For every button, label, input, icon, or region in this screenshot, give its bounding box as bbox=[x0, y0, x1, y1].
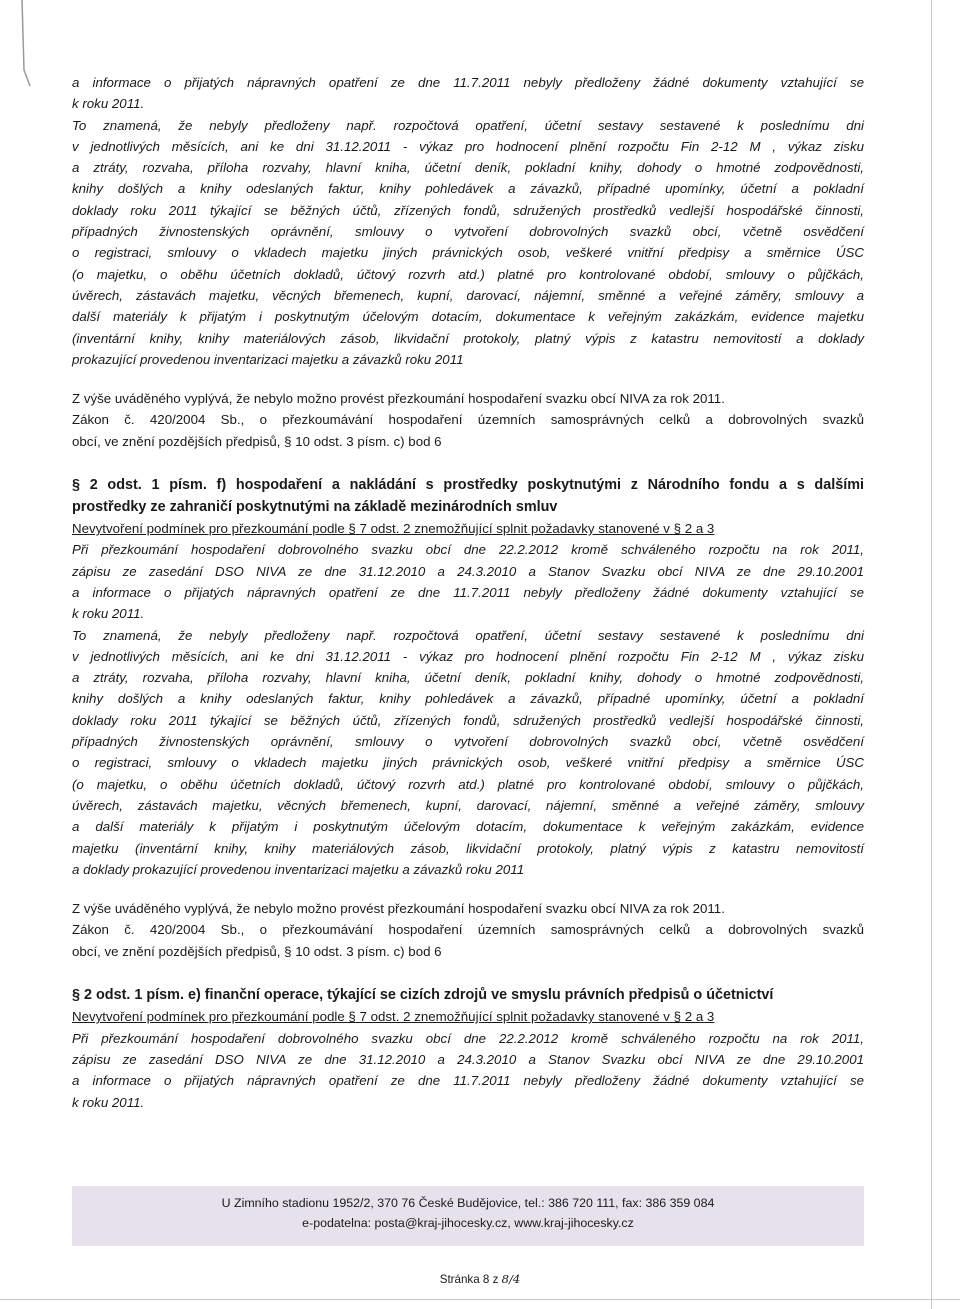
text-line: To znamená, že nebyly předloženy např. rozpočtová opatření, účetní sestavy sestavené k poslednímu dni bbox=[72, 627, 864, 643]
text-line: a další materiály k přijatým i poskytnutým účelovým dotacím, dokumentace k veřejným zakázkám, evidence bbox=[72, 819, 864, 835]
text-line: prokazující provedenou inventarizaci majetku a závazků roku 2011 bbox=[72, 351, 464, 367]
spacer bbox=[72, 452, 864, 475]
section-number: § 2 odst. 1 písm. f) bbox=[72, 477, 227, 494]
text-line: k roku 2011. bbox=[72, 1094, 145, 1110]
paragraph-2 bbox=[72, 539, 864, 880]
section-heading bbox=[72, 475, 864, 497]
conclusion-line: obcí, ve znění pozdějších předpisů, § 10 odst. 3 písm. c) bod 6 bbox=[72, 433, 442, 449]
conclusion-line: Z výše uváděného vyplývá, že nebylo možno provést přezkoumání hospodaření svazku obcí NIVA za rok 2011. bbox=[72, 901, 725, 917]
conclusion-line: Zákon č. 420/2004 Sb., o přezkoumávání hospodaření územních samosprávných celků a dobrovolných svazků bbox=[72, 412, 864, 428]
text-line: o registraci, smlouvy o vkladech majetku jiných právnických osob, veškeré vnitřní předpisy a směrnice ÚSC bbox=[72, 755, 864, 771]
text-line: v jednotlivých měsících, ani ke dni 31.12.2011 - výkaz pro hodnocení plnění rozpočtu Fin 2-12 M , výkaz zisku bbox=[72, 648, 864, 664]
page-total-handwritten: 8/4 bbox=[501, 1272, 521, 1286]
finding-status: Nevytvoření podmínek pro přezkoumání podle § 7 odst. 2 znemožňující splnit požadavky stanovené v § 2 a 3 bbox=[72, 521, 715, 537]
section-title: hospodaření a nakládání s prostředky poskytnutými z Národního fondu a s dalšími bbox=[226, 477, 864, 494]
text-line: a informace o přijatých nápravných opatření ze dne 11.7.2011 nebyly předloženy žádné dokumenty vztahující se bbox=[72, 584, 864, 600]
text-line: (o majetku, o oběhu účetních dokladů, účtový rozvrh atd.) platné pro kontrolované období, smlouvy o půjčkách, bbox=[72, 266, 864, 282]
section-heading bbox=[72, 985, 864, 1007]
conclusion-line: Zákon č. 420/2004 Sb., o přezkoumávání hospodaření územních samosprávných celků a dobrovolných svazků bbox=[72, 922, 864, 938]
text-line: Při přezkoumání hospodaření dobrovolného svazku obcí dne 22.2.2012 kromě schváleného rozpočtu na rok 2011, bbox=[72, 542, 864, 558]
text-line: úvěrech, zástavách majetku, věcných břemenech, kupní, darovací, nájemní, směnné a veřejné záměry, smlouvy bbox=[72, 797, 864, 813]
text-line: zápisu ze zasedání DSO NIVA ze dne 31.12.2010 a 24.3.2010 a Stanov Svazku obcí NIVA ze dne 29.10.2001 bbox=[72, 1052, 864, 1068]
text-line: k roku 2011. bbox=[72, 96, 145, 112]
text-line: další materiály k přijatým i poskytnutým účelovým dotacím, dokumentace k veřejným zakázkám, evidence majetku bbox=[72, 309, 864, 325]
page-label: Stránka 8 z bbox=[439, 1273, 502, 1286]
text-line: a ztráty, rozvaha, příloha rozvahy, hlavní kniha, účetní deník, pokladní knihy, dohody o hmotné zodpovědnosti, bbox=[72, 160, 864, 176]
spacer bbox=[72, 962, 864, 985]
text-line: doklady roku 2011 týkající se běžných účtů, zřízených fondů, sdružených prostředků vedlejší hospodářské činnosti, bbox=[72, 712, 864, 728]
text-line: v jednotlivých měsících, ani ke dni 31.12.2011 - výkaz pro hodnocení plnění rozpočtu Fin 2-12 M , výkaz zisku bbox=[72, 138, 864, 154]
conclusion-line: Z výše uváděného vyplývá, že nebylo možno provést přezkoumání hospodaření svazku obcí NIVA za rok 2011. bbox=[72, 391, 725, 407]
scan-edge-bottom bbox=[0, 1299, 960, 1300]
text-line: a ztráty, rozvaha, příloha rozvahy, hlavní kniha, účetní deník, pokladní knihy, dohody o hmotné zodpovědnosti, bbox=[72, 670, 864, 686]
text-line: knihy došlých a knihy odeslaných faktur, knihy pohledávek a závazků, případné upomínky, účetní a pokladní bbox=[72, 691, 864, 707]
section-number: § 2 odst. 1 písm. e) bbox=[72, 986, 201, 1003]
paragraph-1 bbox=[72, 72, 864, 370]
text-line: a informace o přijatých nápravných opatření ze dne 11.7.2011 nebyly předloženy žádné dokumenty vztahující se bbox=[72, 75, 864, 90]
footer-address: U Zimního stadionu 1952/2, 370 76 České Budějovice, tel.: 386 720 111, fax: 386 359 084 bbox=[221, 1196, 715, 1210]
section-f bbox=[72, 475, 864, 539]
text-line: majetku (inventární knihy, knihy materiálových zásob, likvidační protokoly, platný výpis z katastru nemovitostí bbox=[72, 840, 864, 856]
text-line: (o majetku, o oběhu účetních dokladů, účtový rozvrh atd.) platné pro kontrolované období, smlouvy o půjčkách, bbox=[72, 776, 864, 792]
text-line: úvěrech, zástavách majetku, věcných břemenech, kupní, darovací, nájemní, směnné a veřejné záměry, smlouvy a bbox=[72, 287, 864, 303]
text-line: Při přezkoumání hospodaření dobrovolného svazku obcí dne 22.2.2012 kromě schváleného rozpočtu na rok 2011, bbox=[72, 1030, 864, 1046]
conclusion-1 bbox=[72, 388, 864, 452]
section-title: finanční operace, týkající se cizích zdrojů ve smyslu právních předpisů o účetnictví bbox=[200, 986, 774, 1003]
section-e bbox=[72, 985, 864, 1028]
text-line: zápisu ze zasedání DSO NIVA ze dne 31.12.2010 a 24.3.2010 a Stanov Svazku obcí NIVA ze dne 29.10.2001 bbox=[72, 563, 864, 579]
spacer bbox=[72, 370, 864, 388]
spacer bbox=[72, 880, 864, 898]
document-body bbox=[72, 72, 864, 1113]
conclusion-line: obcí, ve znění pozdějších předpisů, § 10 odst. 3 písm. c) bod 6 bbox=[72, 943, 442, 959]
text-line: knihy došlých a knihy odeslaných faktur, knihy pohledávek a závazků, případné upomínky, účetní a pokladní bbox=[72, 181, 864, 197]
text-line: případných živnostenských oprávnění, smlouvy o vytvoření dobrovolných svazků obcí, včetně osvědčení bbox=[72, 734, 864, 750]
paragraph-3 bbox=[72, 1028, 864, 1113]
conclusion-2 bbox=[72, 898, 864, 962]
text-line: (inventární knihy, knihy materiálových zásob, likvidační protokoly, platný výpis z katastru nemovitostí a doklady bbox=[72, 330, 864, 346]
text-line: doklady roku 2011 týkající se běžných účtů, zřízených fondů, sdružených prostředků vedlejší hospodářské činnosti, bbox=[72, 202, 864, 218]
section-heading-cont: prostředky ze zahraničí poskytnutými na základě mezinárodních smluv bbox=[72, 498, 558, 515]
text-line: případných živnostenských oprávnění, smlouvy o vytvoření dobrovolných svazků obcí, včetně osvědčení bbox=[72, 224, 864, 240]
scan-edge-right bbox=[931, 0, 932, 1309]
finding-status: Nevytvoření podmínek pro přezkoumání podle § 7 odst. 2 znemožňující splnit požadavky stanovené v § 2 a 3 bbox=[72, 1009, 715, 1025]
text-line: a doklady prokazující provedenou inventarizaci majetku a závazků roku 2011 bbox=[72, 861, 525, 877]
text-line: k roku 2011. bbox=[72, 606, 145, 622]
text-line: o registraci, smlouvy o vkladech majetku jiných právnických osob, veškeré vnitřní předpisy a směrnice ÚSC bbox=[72, 245, 864, 261]
text-line: a informace o přijatých nápravných opatření ze dne 11.7.2011 nebyly předloženy žádné dokumenty vztahující se bbox=[72, 1073, 864, 1089]
text-line: To znamená, že nebyly předloženy např. rozpočtová opatření, účetní sestavy sestavené k poslednímu dni bbox=[72, 117, 864, 133]
footer-contact: e-podatelna: posta@kraj-jihocesky.cz, www.kraj-jihocesky.cz bbox=[302, 1216, 634, 1230]
page-number bbox=[0, 1272, 960, 1286]
footer bbox=[72, 1186, 864, 1246]
scan-mark bbox=[20, 0, 32, 90]
